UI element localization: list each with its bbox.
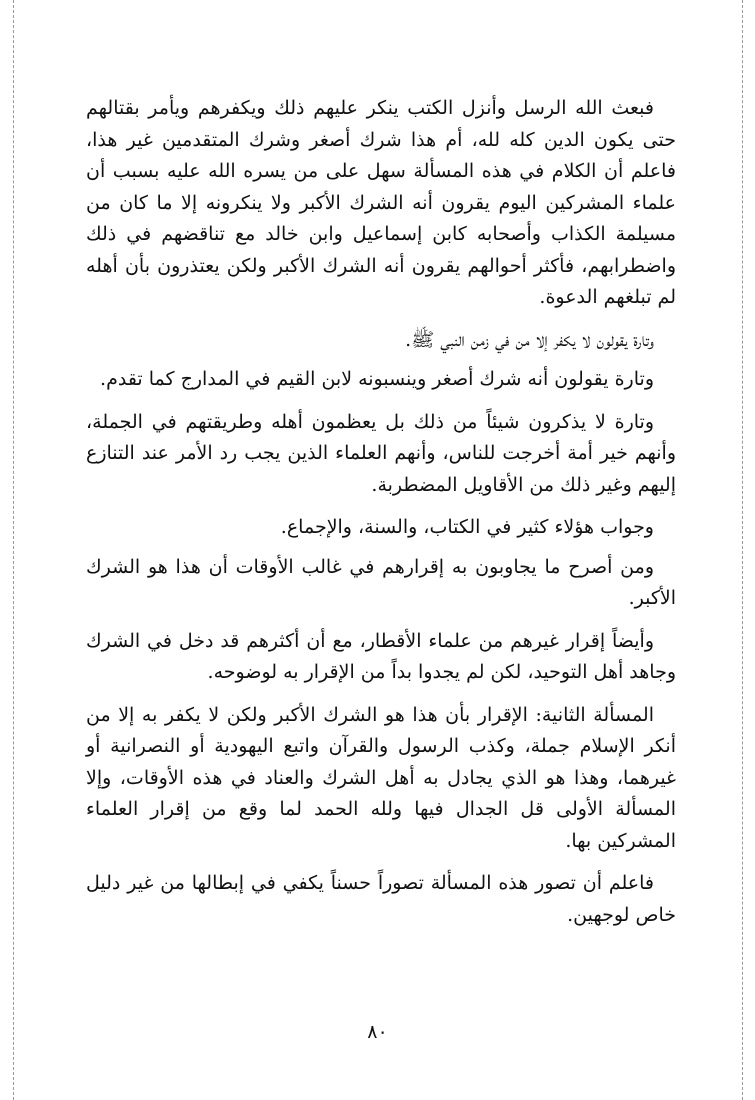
paragraph: وأيضاً إقرار غيرهم من علماء الأقطار، مع أن أكثرهم قد دخل في الشرك وجاهد أهل التوحيد، لكن لم يجدوا بداً من الإقرار به لوضوحه.: [86, 629, 676, 683]
paragraph: وتارة يقولون أنه شرك أصغر وينسبونه لابن القيم في المدارج كما تقدم.: [100, 368, 654, 390]
left-margin-guide: [13, 0, 14, 1100]
right-margin-guide: [742, 0, 743, 1100]
page-body-text: [86, 93, 676, 942]
paragraph: وتارة لا يذكرون شيئاً من ذلك بل يعظمون أهله وطريقتهم في الجملة، وأنهم خير أمة أخرجت للناس، وأنهم العلماء الذين يجب رد الأمر عند التنازع إليهم وغير ذلك من الأقاويل المضطربة.: [86, 410, 676, 496]
page-number: ٨٠: [367, 1021, 388, 1043]
paragraph: فاعلم أن تصور هذه المسألة تصوراً حسناً يكفي في إبطالها من غير دليل خاص لوجهين.: [86, 872, 676, 926]
paragraph: وجواب هؤلاء كثير في الكتاب، والسنة، والإجماع.: [280, 516, 654, 538]
paragraph: فبعث الله الرسل وأنزل الكتب ينكر عليهم ذلك ويكفرهم ويأمر بقتالهم حتى يكون الدين كله لله، أم هذا شرك أصغر وشرك المتقدمين غير هذا، فاعلم أن الكلام في هذه المسألة سهل على من يسره الله عليه بسبب أن علماء المشركين اليوم يقرون أنه الشرك الأكبر ولا ينكرونه إلا ما كان من مسيلمة الكذاب وأصحابه كابن إسماعيل وابن خالد مع تناقضهم في ذلك واضطرابهم، فأكثر أحوالهم يقرون أنه الشرك الأكبر ولكن يعتذرون بأن أهله لم تبلغهم الدعوة.: [86, 97, 676, 308]
paragraph: وتارة يقولون لا يكفر إلا من في زمن النبي ﷺ.: [405, 328, 654, 351]
paragraph: ومن أصرح ما يجاوبون به إقرارهم في غالب الأوقات أن هذا هو الشرك الأكبر.: [86, 555, 676, 609]
paragraph: المسألة الثانية: الإقرار بأن هذا هو الشرك الأكبر ولكن لا يكفر به إلا من أنكر الإسلام جملة، وكذب الرسول والقرآن واتبع اليهودية أو النصرانية أو غيرهما، وهذا هو الذي يجادل به أهل الشرك والعناد في هذه الأوقات، وإلا المسألة الأولى قل الجدال فيها ولله الحمد لما وقع من إقرار العلماء المشركين بها.: [86, 703, 676, 852]
